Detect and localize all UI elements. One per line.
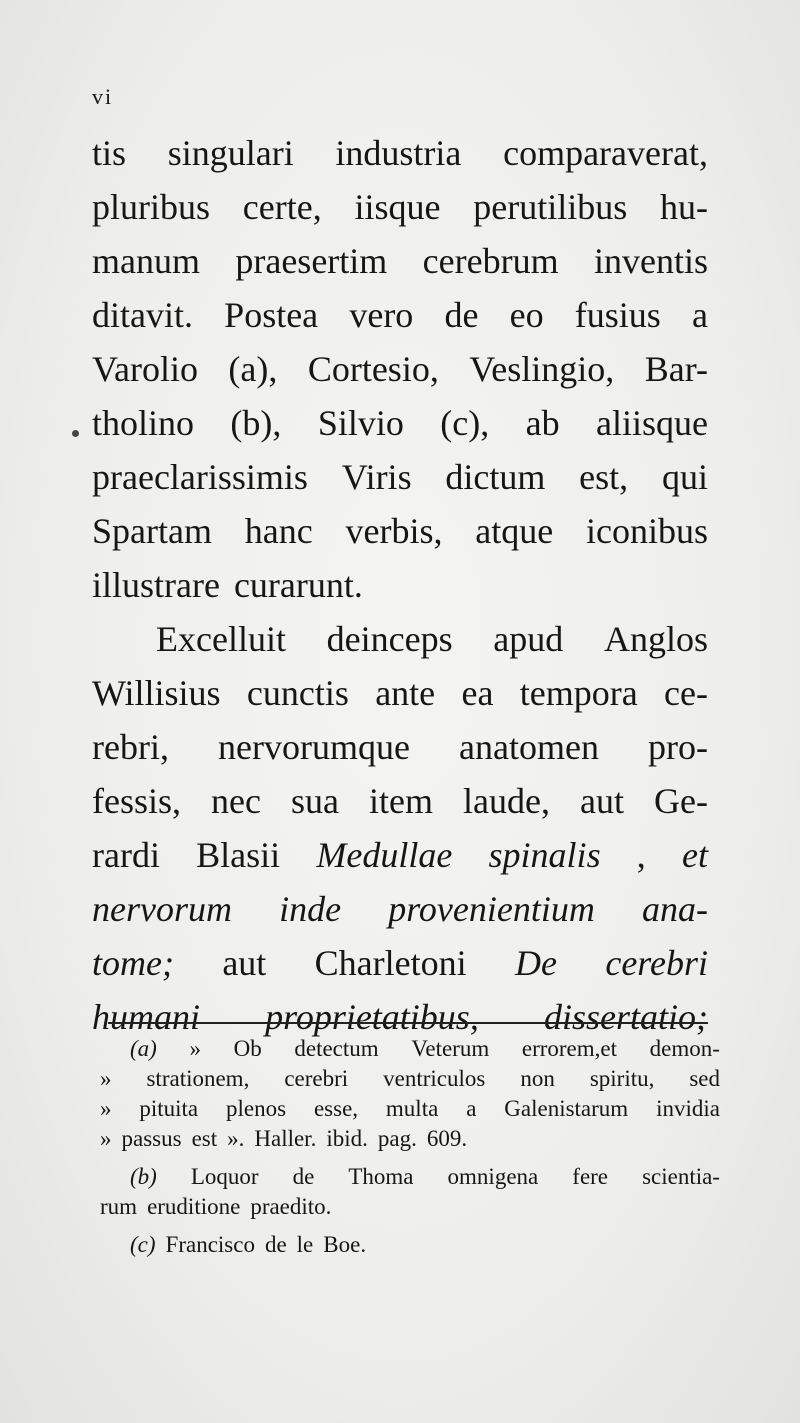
- word: »: [100, 1126, 112, 1151]
- word: Thoma: [348, 1164, 414, 1189]
- word: (a),: [228, 349, 278, 389]
- word: iisque: [354, 187, 441, 227]
- word: atque: [475, 511, 554, 551]
- footnote-line: [100, 1192, 720, 1222]
- word: pituita: [139, 1096, 199, 1121]
- word: Viris: [341, 457, 412, 497]
- word: sua: [291, 781, 339, 821]
- text-line: [92, 666, 708, 720]
- word: de: [444, 295, 479, 335]
- footnote-line: [100, 1230, 720, 1260]
- word: non: [520, 1066, 555, 1091]
- word: inventis: [593, 241, 708, 281]
- text-line: [92, 828, 708, 882]
- word: a: [466, 1096, 477, 1121]
- word: fere: [572, 1164, 609, 1189]
- text-line: [92, 612, 708, 666]
- ink-spot: [72, 430, 79, 437]
- word: singulari: [167, 133, 294, 173]
- word: de: [292, 1164, 315, 1189]
- word: Loquor: [190, 1164, 259, 1189]
- word: pluribus: [92, 187, 211, 227]
- word: sed: [689, 1066, 720, 1091]
- text-line: [92, 450, 708, 504]
- word: rum: [100, 1194, 138, 1219]
- title-word: ana-: [641, 889, 708, 929]
- title-word: Medullae: [316, 835, 453, 875]
- word: Silvio: [317, 403, 404, 443]
- word: industria: [335, 133, 462, 173]
- word: ab: [525, 403, 560, 443]
- title-word: nervorum: [92, 889, 232, 929]
- text-line: [92, 882, 708, 936]
- word: 609.: [426, 1126, 468, 1151]
- word: errorem,et: [521, 1036, 618, 1061]
- word: rardi: [92, 835, 160, 875]
- text-line: [92, 504, 708, 558]
- title-word: et: [681, 835, 708, 875]
- word: praeclarissimis: [92, 457, 308, 497]
- title-word: dissertatio;: [543, 997, 708, 1037]
- title-word: provenientium: [388, 889, 595, 929]
- word: vero: [349, 295, 414, 335]
- word: laude,: [463, 781, 550, 821]
- word: anatomen: [459, 727, 599, 767]
- text-line: [92, 180, 708, 234]
- word: ibid.: [326, 1126, 368, 1151]
- word: Postea: [224, 295, 319, 335]
- word: Blasii: [196, 835, 281, 875]
- word: eo: [509, 295, 544, 335]
- word: cerebri: [284, 1066, 349, 1091]
- footnote-line: [100, 1162, 720, 1192]
- word: (c),: [440, 403, 490, 443]
- footnote-marker: (a): [130, 1036, 157, 1061]
- word: Bar-: [644, 349, 708, 389]
- word: Ob: [233, 1036, 262, 1061]
- word: curarunt.: [233, 565, 363, 605]
- word: Veterum: [411, 1036, 490, 1061]
- title-word: humani: [92, 997, 200, 1037]
- word: eruditione: [147, 1194, 241, 1219]
- word: (b),: [230, 403, 282, 443]
- word: dictum: [445, 457, 546, 497]
- text-line: [92, 774, 708, 828]
- word: certe,: [242, 187, 322, 227]
- text-line: [92, 126, 708, 180]
- word: tempora: [519, 673, 638, 713]
- footnotes: [100, 1034, 720, 1260]
- word: Haller.: [254, 1126, 317, 1151]
- word: manum: [92, 241, 200, 281]
- word: Ge-: [654, 781, 708, 821]
- word: aliisque: [596, 403, 708, 443]
- word: ».: [227, 1126, 245, 1151]
- footnote-line: [100, 1034, 720, 1064]
- main-text: [92, 126, 708, 1044]
- text-line: [92, 234, 708, 288]
- word: esse,: [313, 1096, 359, 1121]
- word: hanc: [244, 511, 313, 551]
- title-word: De: [515, 943, 557, 983]
- word: ea: [461, 673, 494, 713]
- word: comparaverat,: [503, 133, 708, 173]
- word: aut: [222, 943, 267, 983]
- word: aut: [580, 781, 624, 821]
- word: pro-: [648, 727, 708, 767]
- word: tholino: [92, 403, 195, 443]
- text-line: [92, 396, 708, 450]
- word: est,: [579, 457, 629, 497]
- word: Boe.: [323, 1232, 367, 1257]
- word: Cortesio,: [307, 349, 439, 389]
- footnote-marker: (c): [130, 1232, 156, 1257]
- word: praedito.: [250, 1194, 332, 1219]
- word: a: [691, 295, 708, 335]
- word: le: [296, 1232, 314, 1257]
- word: perutilibus: [473, 187, 628, 227]
- title-word: proprietatibus,: [265, 997, 479, 1037]
- word: de: [264, 1232, 287, 1257]
- word: Excelluit: [156, 619, 286, 659]
- word: iconibus: [585, 511, 708, 551]
- word: nec: [211, 781, 261, 821]
- word: illustrare: [92, 565, 220, 605]
- title-word: spinalis: [488, 835, 601, 875]
- word: scientia-: [642, 1164, 720, 1189]
- word: pag.: [377, 1126, 417, 1151]
- word: Willisius: [92, 673, 221, 713]
- word: item: [369, 781, 433, 821]
- word: deinceps: [326, 619, 453, 659]
- word: ditavit.: [92, 295, 193, 335]
- word: ventriculos: [383, 1066, 486, 1091]
- text-line: [92, 558, 708, 612]
- word: cunctis: [246, 673, 349, 713]
- word: multa: [385, 1096, 439, 1121]
- word: ante: [375, 673, 436, 713]
- word: apud: [493, 619, 564, 659]
- word: »: [100, 1096, 112, 1121]
- word: hu-: [660, 187, 708, 227]
- word: plenos: [226, 1096, 287, 1121]
- text-line: [92, 720, 708, 774]
- footnote-line: [100, 1124, 720, 1154]
- word: spiritu,: [589, 1066, 655, 1091]
- word: Charletoni: [314, 943, 467, 983]
- footnote-line: [100, 1094, 720, 1124]
- page-number: vi: [92, 84, 114, 109]
- word: tis: [92, 133, 127, 173]
- title-word: cerebri: [605, 943, 708, 983]
- word: detectum: [294, 1036, 379, 1061]
- word: ce-: [664, 673, 708, 713]
- footnote-divider: [108, 1022, 708, 1024]
- title-word: inde: [279, 889, 342, 929]
- word: »: [100, 1066, 112, 1091]
- title-word: tome;: [92, 943, 174, 983]
- word: demon-: [649, 1036, 720, 1061]
- word: invidia: [656, 1096, 720, 1121]
- word: praesertim: [235, 241, 388, 281]
- word: Veslingio,: [469, 349, 615, 389]
- word: cerebrum: [422, 241, 559, 281]
- word: ,: [636, 835, 646, 875]
- word: fessis,: [92, 781, 181, 821]
- word: Francisco: [165, 1232, 255, 1257]
- word: Spartam: [92, 511, 212, 551]
- word: Galenistarum: [504, 1096, 629, 1121]
- text-line: [92, 936, 708, 990]
- footnote-line: [100, 1064, 720, 1094]
- word: strationem,: [146, 1066, 250, 1091]
- word: passus: [121, 1126, 182, 1151]
- word: Anglos: [603, 619, 708, 659]
- word: Varolio: [92, 349, 198, 389]
- footnote-marker: (b): [130, 1164, 157, 1189]
- text-line: [92, 342, 708, 396]
- word: omnigena: [447, 1164, 539, 1189]
- word: qui: [661, 457, 708, 497]
- word: nervorumque: [218, 727, 410, 767]
- word: rebri,: [92, 727, 169, 767]
- word: est: [191, 1126, 218, 1151]
- word: »: [189, 1036, 201, 1061]
- word: fusius: [574, 295, 661, 335]
- text-line: [92, 288, 708, 342]
- word: verbis,: [345, 511, 443, 551]
